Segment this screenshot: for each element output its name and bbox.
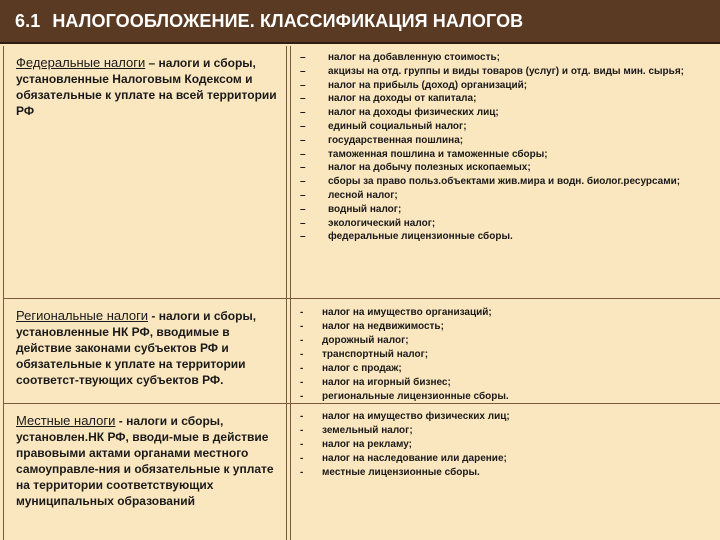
list-item-text: государственная пошлина;: [328, 134, 464, 146]
local-taxes-term: Местные налоги: [16, 413, 116, 428]
list-item-text: налог на доходы физических лиц;: [328, 107, 499, 119]
list-item-text: налог на имущество организаций;: [322, 307, 492, 318]
bullet-marker: -: [300, 391, 304, 402]
list-item: [298, 452, 713, 466]
list-item: [298, 424, 713, 438]
list-item: [298, 362, 713, 376]
list-item-text: экологический налог;: [328, 217, 436, 229]
bullet-marker: -: [300, 453, 304, 464]
list-item: [298, 466, 713, 480]
regional-taxes-definition: - налоги и сборы, установленные НК РФ, вводимые в действие законами субъектов РФ и обязательные к уплате на территории соответст-твующих субъектов РФ.: [16, 309, 257, 387]
local-taxes-list: [298, 410, 713, 480]
list-item: [298, 92, 713, 106]
regional-taxes-description: [16, 308, 278, 388]
bullet-marker: –: [300, 79, 306, 91]
bullet-marker: -: [300, 411, 304, 422]
list-item-text: транспортный налог;: [322, 349, 429, 360]
bullet-marker: –: [300, 107, 306, 119]
list-item: [298, 376, 713, 390]
list-item-text: местные лицензионные сборы.: [322, 467, 480, 478]
bullet-marker: -: [300, 425, 304, 436]
bullet-marker: –: [300, 231, 306, 243]
bullet-marker: –: [300, 189, 306, 201]
list-item: [298, 189, 713, 203]
list-item-text: единый социальный налог;: [328, 120, 467, 132]
list-item-text: налог на наследование или дарение;: [322, 453, 507, 464]
bullet-marker: –: [300, 93, 306, 105]
list-item: [298, 175, 713, 189]
table-row-regional: [4, 299, 720, 404]
bullet-marker: -: [300, 377, 304, 388]
list-item-text: налог на добычу полезных ископаемых;: [328, 162, 531, 174]
local-taxes-description: [16, 413, 278, 509]
bullet-marker: –: [300, 203, 306, 215]
bullet-marker: -: [300, 439, 304, 450]
bullet-marker: -: [300, 321, 304, 332]
federal-taxes-definition: – налоги и сборы, установленные Налоговым Кодексом и обязательные к уплате на всей территории РФ: [16, 56, 277, 118]
list-item: [298, 203, 713, 217]
list-item-text: сборы за право польз.объектами жив.мира и водн. биолог.ресурсами;: [328, 176, 681, 188]
list-item-text: налог на рекламу;: [322, 439, 412, 450]
bullet-marker: –: [300, 162, 306, 174]
title-bar: [0, 0, 720, 44]
bullet-marker: -: [300, 467, 304, 478]
bullet-marker: –: [300, 217, 306, 229]
list-item: [298, 148, 713, 162]
list-item-text: федеральные лицензионные сборы.: [328, 231, 513, 243]
list-item: [298, 410, 713, 424]
local-taxes-definition: - налоги и сборы, установлен.НК РФ, вводи-мые в действие правовыми актами органами местного самоуправле-ния и обязательные к уплате на территории соответствующих муниципальных образований: [16, 414, 274, 508]
federal-taxes-term: Федеральные налоги: [16, 55, 146, 70]
list-item: [298, 134, 713, 148]
bullet-marker: -: [300, 335, 304, 346]
list-item: [298, 306, 713, 320]
bullet-marker: –: [300, 176, 306, 188]
list-item-text: налог на игорный бизнес;: [322, 377, 451, 388]
list-item: [298, 51, 713, 65]
bullet-marker: -: [300, 363, 304, 374]
list-item: [298, 320, 713, 334]
list-item: [298, 120, 713, 134]
bullet-marker: –: [300, 148, 306, 160]
list-item: [298, 390, 713, 404]
list-item-text: водный налог;: [328, 203, 402, 215]
list-item: [298, 65, 713, 79]
list-item-text: лесной налог;: [328, 189, 398, 201]
list-item-text: налог с продаж;: [322, 363, 402, 374]
tax-classification-table: [3, 46, 720, 540]
list-item: [298, 438, 713, 452]
bullet-marker: –: [300, 52, 306, 63]
list-item-text: налог на имущество физических лиц;: [322, 411, 510, 422]
list-item-text: налог на недвижимость;: [322, 321, 444, 332]
federal-taxes-list: [298, 51, 713, 244]
section-title: НАЛОГООБЛОЖЕНИЕ. КЛАССИФИКАЦИЯ НАЛОГОВ: [52, 11, 524, 31]
list-item-text: региональные лицензионные сборы.: [322, 391, 509, 402]
list-item-text: земельный налог;: [322, 425, 413, 436]
list-item: [298, 230, 713, 244]
list-item-text: налог на добавленную стоимость;: [328, 52, 500, 63]
bullet-marker: –: [300, 134, 306, 146]
regional-taxes-list: [298, 306, 713, 404]
bullet-marker: –: [300, 65, 306, 77]
list-item-text: акцизы на отд. группы и виды товаров (услуг) и отд. виды мин. сырья;: [328, 65, 684, 77]
list-item: [298, 334, 713, 348]
regional-taxes-term: Региональные налоги: [16, 308, 149, 323]
list-item-text: таможенная пошлина и таможенные сборы;: [328, 148, 548, 160]
table-row-federal: [4, 46, 720, 299]
list-item: [298, 79, 713, 93]
bullet-marker: –: [300, 120, 306, 132]
bullet-marker: -: [300, 307, 304, 318]
list-item-text: налог на доходы от капитала;: [328, 93, 477, 105]
list-item: [298, 161, 713, 175]
list-item: [298, 106, 713, 120]
section-number: 6.1: [15, 11, 41, 31]
list-item: [298, 217, 713, 231]
bullet-marker: -: [300, 349, 304, 360]
federal-taxes-description: [16, 55, 278, 119]
page-title: [0, 0, 720, 32]
list-item: [298, 348, 713, 362]
list-item-text: налог на прибыль (доход) организаций;: [328, 79, 528, 91]
table-row-local: [4, 404, 720, 540]
list-item-text: дорожный налог;: [322, 335, 409, 346]
